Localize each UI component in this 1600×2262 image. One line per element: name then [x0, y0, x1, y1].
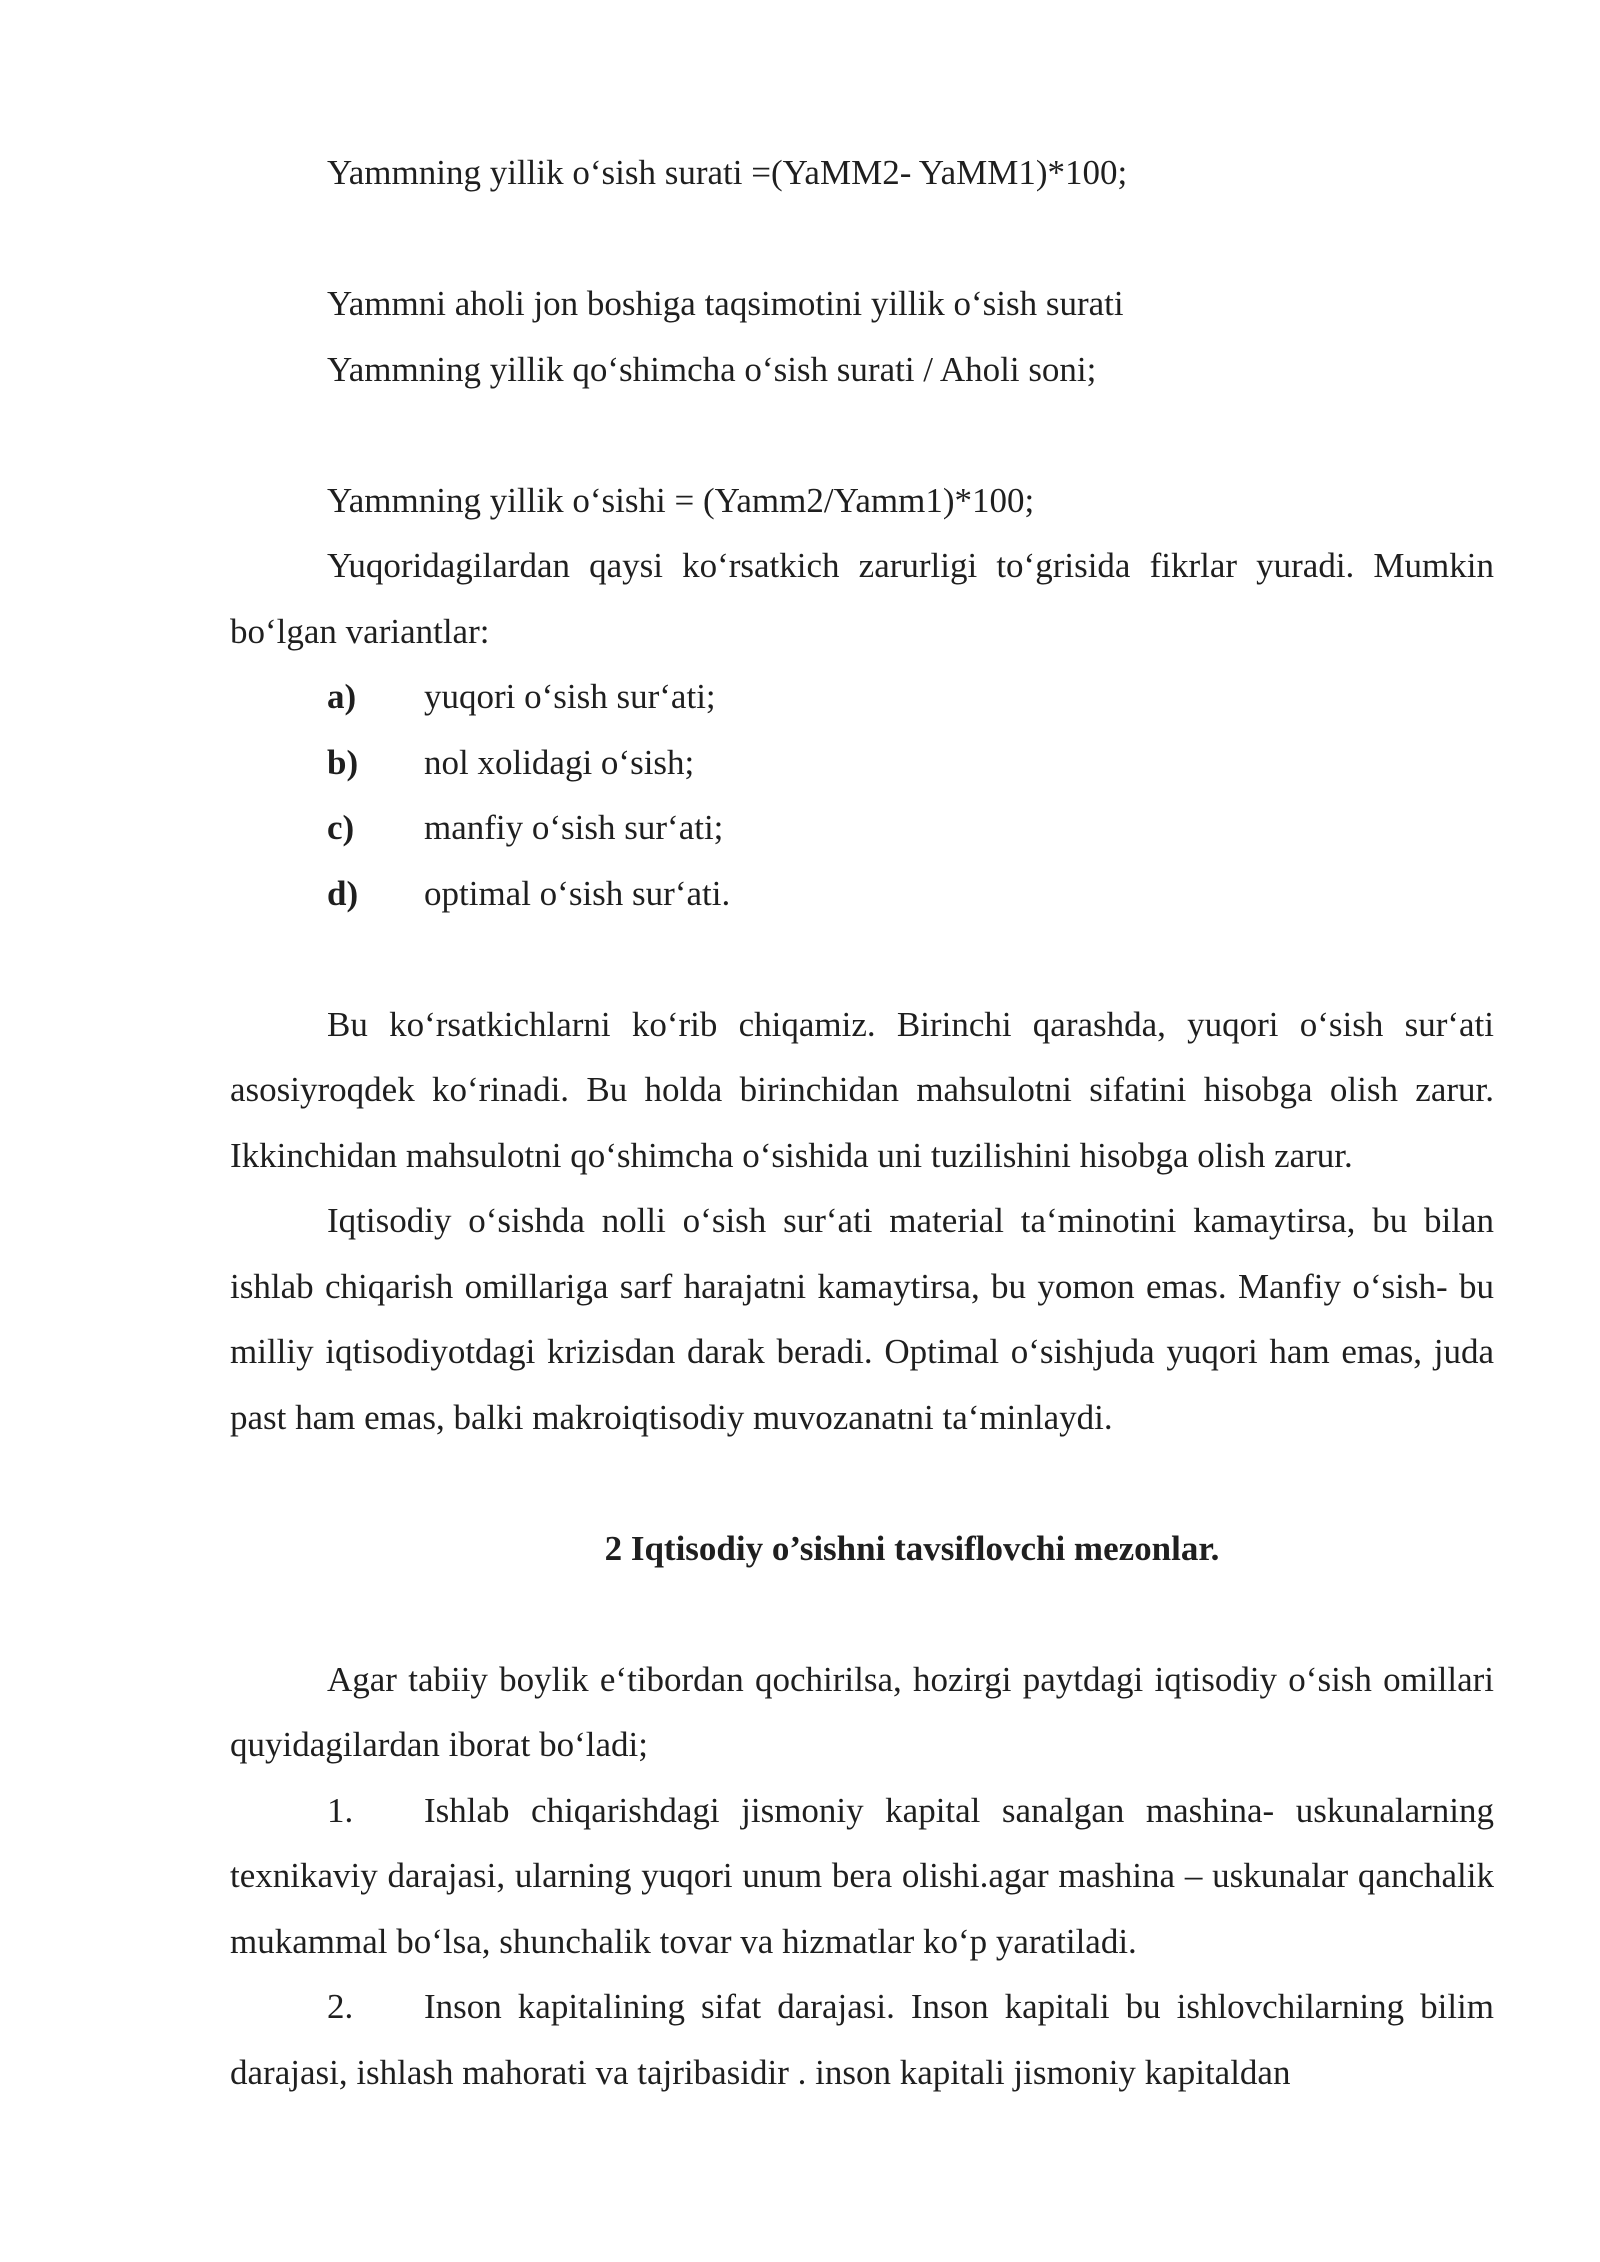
- option-text: yuqori o‘sish sur‘ati;: [424, 677, 716, 716]
- option-item: [230, 730, 1494, 796]
- option-text: manfiy o‘sish sur‘ati;: [424, 808, 724, 847]
- item-text: Inson kapitalining sifat darajasi. Inson kapitali bu ishlovchilarning bilim darajasi, ishlash mahorati va tajribasidir . inson kapitali jismoniy kapitaldan: [230, 1987, 1494, 2092]
- option-text: optimal o‘sish sur‘ati.: [424, 873, 731, 913]
- document-page: [230, 140, 1494, 2105]
- item-text: Ishlab chiqarishdagi jismoniy kapital sanalgan mashina- uskunalarning texnikaviy darajasi, ularning yuqori unum bera olishi.agar mashina – uskunalar qanchalik mukammal bo‘lsa, shunchalik tovar va hizmatlar ko‘p yaratiladi.: [230, 1790, 1494, 1961]
- body-paragraph: Bu ko‘rsatkichlarni ko‘rib chiqamiz. Birinchi qarashda, yuqori o‘sish sur‘ati asosiyroqdek ko‘rinadi. Bu holda birinchidan mahsulotni sifatini hisobga olish zarur. Ikkinchidan mahsulotni qo‘shimcha o‘sishida uni tuzilishini hisobga olish zarur.: [230, 1004, 1494, 1175]
- option-item: [230, 795, 1494, 861]
- formula-growth-rate: Yammning yillik o‘sish surati =(YaMM2- YaMM1)*100;: [327, 153, 1128, 192]
- option-text: nol xolidagi o‘sish;: [424, 742, 695, 782]
- body-paragraph: Iqtisodiy o‘sishda nolli o‘sish sur‘ati material ta‘minotini kamaytirsa, bu bilan ishlab chiqarish omillariga sarf harajatni kamaytirsa, bu yomon emas. Manfiy o‘sish- bu milliy iqtisodiyotdagi krizisdan darak beradi. Optimal o‘sishjuda yuqori ham emas, juda past ham emas, balki makroiqtisodiy muvozanatni ta‘minlaydi.: [230, 1201, 1494, 1437]
- spacer: [230, 926, 1494, 992]
- option-key: a): [327, 677, 357, 716]
- section-heading: 2 Iqtisodiy o’sishni tavsiflovchi mezonlar.: [604, 1528, 1220, 1568]
- option-key: b): [327, 742, 359, 782]
- spacer: [230, 1450, 1494, 1516]
- item-number: 1.: [327, 1790, 354, 1830]
- formula-annual-growth: Yammning yillik o‘sishi = (Yamm2/Yamm1)*100;: [327, 480, 1035, 520]
- option-item: [230, 861, 1494, 927]
- formula-per-capita-body: Yammning yillik qo‘shimcha o‘sish surati / Aholi soni;: [327, 349, 1097, 389]
- numbered-item: [230, 1778, 1494, 1975]
- section-intro: Agar tabiiy boylik e‘tibordan qochirilsa, hozirgi paytdagi iqtisodiy o‘sish omillari quyidagilardan iborat bo‘ladi;: [230, 1659, 1494, 1764]
- spacer: [230, 402, 1494, 468]
- numbered-item: [230, 1974, 1494, 2105]
- option-key: d): [327, 873, 359, 913]
- item-number: 2.: [327, 1987, 354, 2026]
- question-paragraph: Yuqoridagilardan qaysi ko‘rsatkich zarurligi to‘grisida fikrlar yuradi. Mumkin bo‘lgan variantlar:: [230, 546, 1494, 651]
- option-item: [230, 664, 1494, 730]
- option-key: c): [327, 808, 355, 847]
- spacer: [230, 1581, 1494, 1647]
- options-list: [230, 664, 1494, 926]
- formula-per-capita-title: Yammni aholi jon boshiga taqsimotini yillik o‘sish surati: [327, 284, 1124, 323]
- spacer: [230, 206, 1494, 272]
